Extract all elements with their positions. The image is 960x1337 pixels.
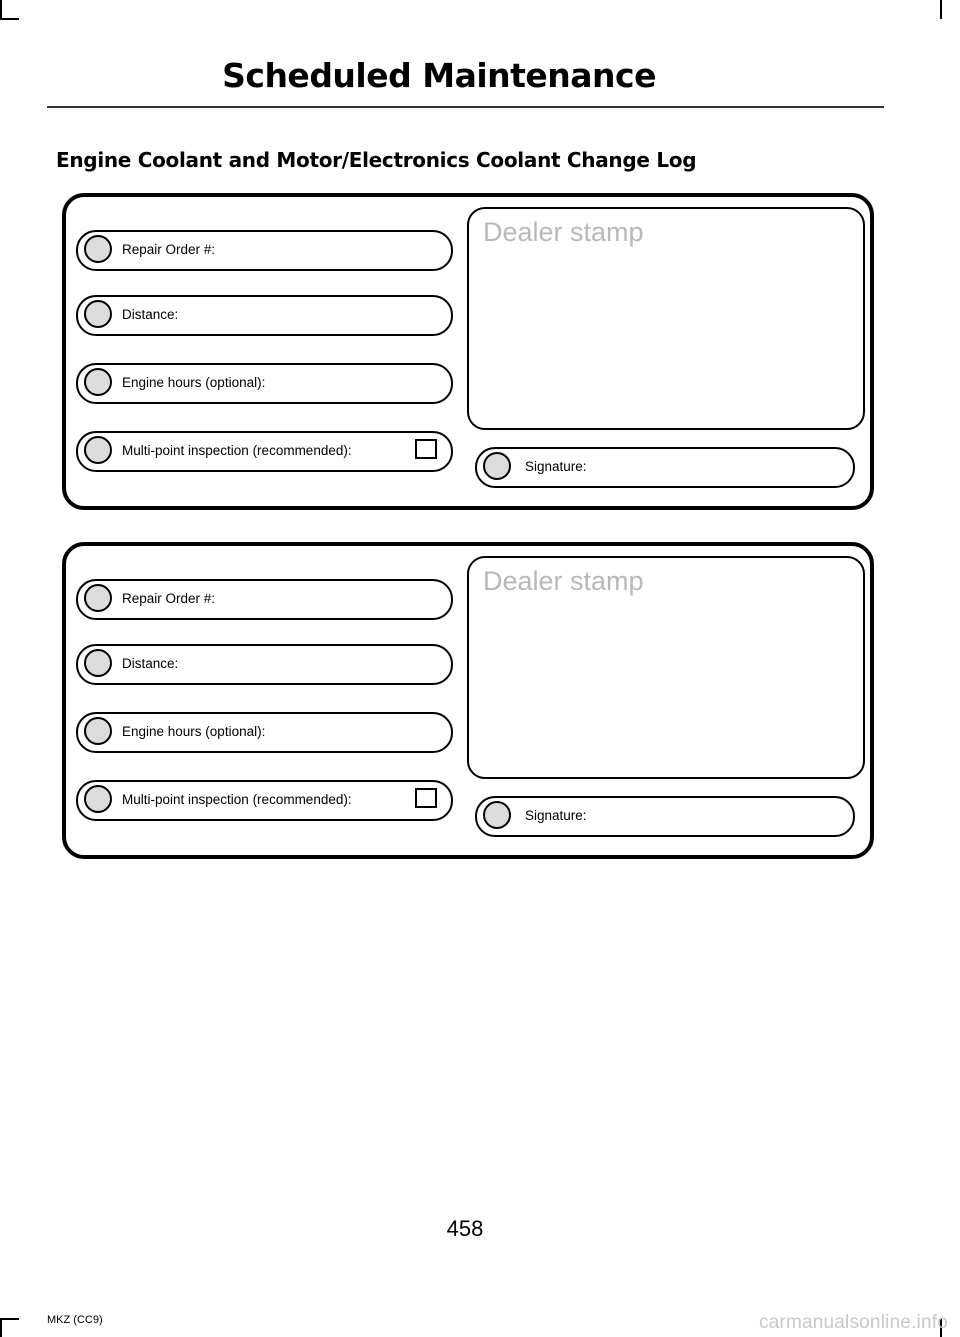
dealer-stamp-area[interactable] [467, 207, 865, 430]
field-bullet-icon [84, 584, 112, 612]
inspection-field[interactable] [76, 780, 453, 821]
watermark: carmanualsonline.info [758, 1312, 948, 1333]
log-card [62, 542, 874, 859]
field-bullet-icon [84, 717, 112, 745]
field-label: Distance: [122, 307, 179, 322]
field-label: Repair Order #: [122, 591, 216, 606]
crop-mark-bottom-left [0, 1318, 2, 1337]
repair-order-field[interactable] [76, 579, 453, 620]
inspection-field[interactable] [76, 431, 453, 472]
crop-mark-top-left [0, 0, 2, 19]
field-bullet-icon [84, 785, 112, 813]
field-label: Multi-point inspection (recommended): [122, 792, 352, 807]
log-card [62, 193, 874, 510]
signature-label: Signature: [525, 459, 587, 474]
field-bullet-icon [84, 300, 112, 328]
field-bullet-icon [84, 235, 112, 263]
field-bullet-icon [84, 649, 112, 677]
crop-mark-top-left-h [0, 18, 19, 20]
engine-hours-field[interactable] [76, 712, 453, 753]
signature-field[interactable] [475, 796, 855, 837]
inspection-checkbox[interactable] [415, 788, 437, 808]
header-divider [47, 106, 884, 108]
crop-mark-bottom-left-h [0, 1318, 19, 1320]
page-title: Scheduled Maintenance [222, 56, 656, 95]
inspection-checkbox[interactable] [415, 439, 437, 459]
repair-order-field[interactable] [76, 230, 453, 271]
field-label: Multi-point inspection (recommended): [122, 443, 352, 458]
field-label: Engine hours (optional): [122, 724, 266, 739]
field-bullet-icon [483, 452, 511, 480]
field-label: Distance: [122, 656, 179, 671]
page-number: 458 [446, 1216, 484, 1241]
field-bullet-icon [84, 436, 112, 464]
dealer-stamp-label: Dealer stamp [483, 566, 644, 596]
dealer-stamp-label: Dealer stamp [483, 217, 644, 247]
dealer-stamp-area[interactable] [467, 556, 865, 779]
field-label: Repair Order #: [122, 242, 216, 257]
footer-model: MKZ (CC9) [47, 1314, 103, 1326]
engine-hours-field[interactable] [76, 363, 453, 404]
field-bullet-icon [483, 801, 511, 829]
field-bullet-icon [84, 368, 112, 396]
crop-mark-top-right [940, 0, 942, 19]
distance-field[interactable] [76, 644, 453, 685]
section-title: Engine Coolant and Motor/Electronics Coolant Change Log [56, 148, 697, 172]
distance-field[interactable] [76, 295, 453, 336]
field-label: Engine hours (optional): [122, 375, 266, 390]
signature-label: Signature: [525, 808, 587, 823]
signature-field[interactable] [475, 447, 855, 488]
